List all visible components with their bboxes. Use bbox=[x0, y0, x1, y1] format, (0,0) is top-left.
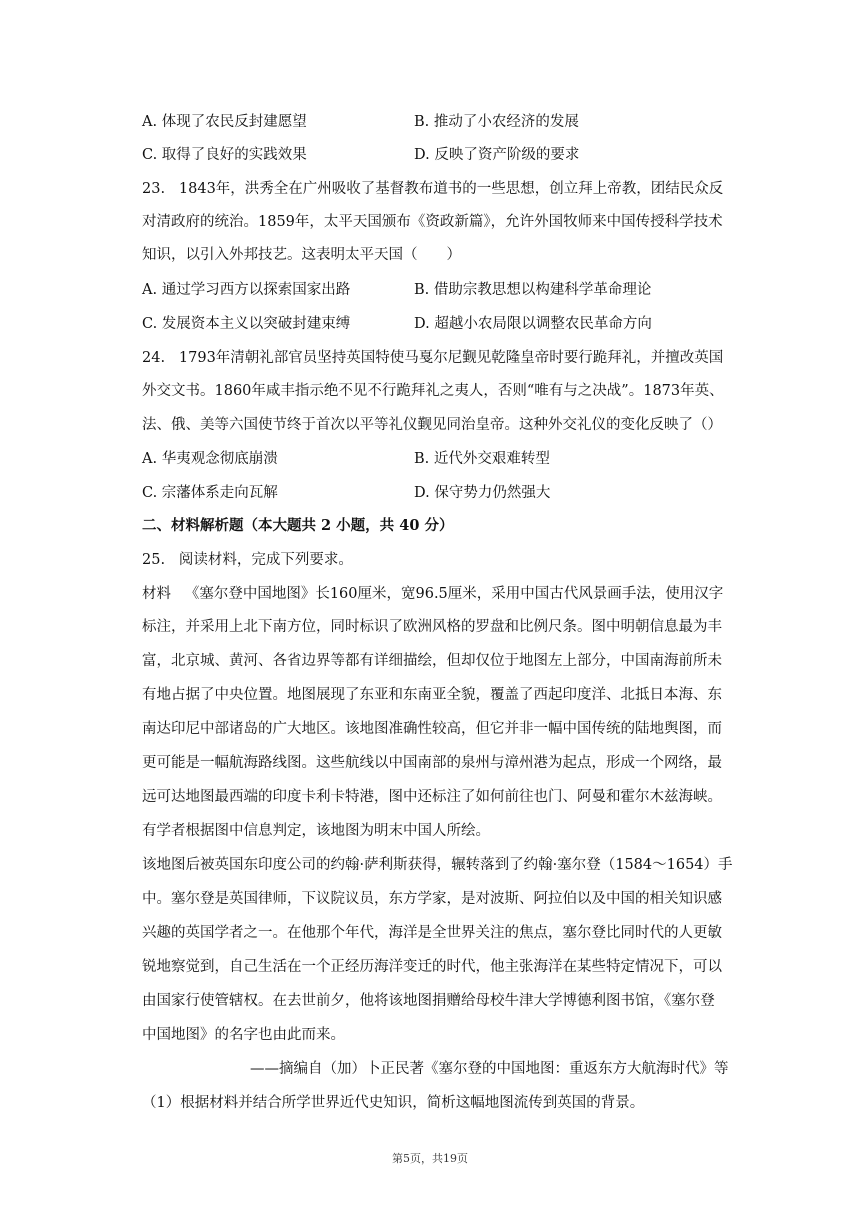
q22-option-a: A. 体现了农民反封建愿望 bbox=[142, 114, 307, 130]
q25-material-line-5: 南达印尼中部诸岛的广大地区。该地图准确性较高，但它并非一幅中国传统的陆地舆图，而 bbox=[142, 721, 722, 737]
q23-stem-line-2: 对清政府的统治。1859年，太平天国颁布《资政新篇》，允许外国牧师来中国传授科学技术 bbox=[142, 214, 723, 230]
q25-material-line-9: 该地图后被英国东印度公司的约翰·萨利斯获得，辗转落到了约翰·塞尔登（1584～1654）手 bbox=[142, 857, 733, 873]
q22-option-c: C. 取得了良好的实践效果 bbox=[142, 147, 307, 163]
q25-question-1: （1）根据材料并结合所学世界近代史知识，简析这幅地图流传到英国的背景。 bbox=[142, 1095, 645, 1111]
q24-option-a: A. 华夷观念彻底崩溃 bbox=[142, 451, 278, 467]
q24-stem-line-2: 外交文书。1860年咸丰指示绝不见不行跪拜礼之夷人，否则“唯有与之决战”。1873年英、 bbox=[142, 383, 724, 399]
page-number-footer: 第5页，共19页 bbox=[392, 1152, 468, 1165]
section-2-title: 二、材料解析题（本大题共 2 小题，共 40 分） bbox=[142, 517, 454, 534]
q25-material-line-13: 由国家行使管辖权。在去世前夕，他将该地图捐赠给母校牛津大学博德利图书馆，《塞尔登 bbox=[142, 993, 715, 1009]
q25-material-line-1: 材料 《塞尔登中国地图》长160厘米，宽96.5厘米，采用中国古代风景画手法，使用汉字 bbox=[142, 586, 724, 602]
q23-stem-line-1: 23. 1843年，洪秀全在广州吸收了基督教布道书的一些思想，创立拜上帝教，团结民众反 bbox=[142, 181, 724, 197]
q25-material-line-14: 中国地图》的名字也由此而来。 bbox=[142, 1027, 345, 1043]
q25-material-line-11: 兴趣的英国学者之一。在他那个年代，海洋是全世界关注的焦点，塞尔登比同时代的人更敏 bbox=[142, 925, 722, 941]
q24-option-d: D. 保守势力仍然强大 bbox=[414, 485, 551, 501]
q25-material-line-2: 标注，并采用上北下南方位，同时标识了欧洲风格的罗盘和比例尺条。图中明朝信息最为丰 bbox=[142, 619, 722, 635]
q23-option-d: D. 超越小农局限以调整农民革命方向 bbox=[414, 316, 652, 332]
q25-material-line-8: 有学者根据图中信息判定，该地图为明末中国人所绘。 bbox=[142, 823, 490, 839]
q25-material-line-4: 有地占据了中央位置。地图展现了东亚和东南亚全貌，覆盖了西起印度洋、北抵日本海、东 bbox=[142, 687, 722, 703]
q25-material-line-3: 富，北京城、黄河、各省边界等都有详细描绘，但却仅位于地图左上部分，中国南海前所未 bbox=[142, 653, 722, 669]
q25-material-line-12: 锐地察觉到，自己生活在一个正经历海洋变迁的时代，他主张海洋在某些特定情况下，可以 bbox=[142, 959, 722, 975]
q23-stem-line-3: 知识，以引入外邦技艺。这表明太平天国（ ） bbox=[142, 247, 461, 263]
q24-stem-line-3: 法、俄、美等六国使节终于首次以平等礼仪觐见同治皇帝。这种外交礼仪的变化反映了（） bbox=[142, 417, 722, 433]
q25-material-line-7: 远可达地图最西端的印度卡利卡特港，图中还标注了如何前往也门、阿曼和霍尔木兹海峡。 bbox=[142, 789, 722, 805]
q22-option-d: D. 反映了资产阶级的要求 bbox=[414, 147, 580, 163]
q23-option-b: B. 借助宗教思想以构建科学革命理论 bbox=[414, 282, 652, 298]
q23-option-c: C. 发展资本主义以突破封建束缚 bbox=[142, 316, 351, 332]
q24-option-c: C. 宗藩体系走向瓦解 bbox=[142, 485, 278, 501]
q24-stem-line-1: 24. 1793年清朝礼部官员坚持英国特使马戛尔尼觐见乾隆皇帝时要行跪拜礼，并擅改英国 bbox=[142, 350, 724, 366]
q25-material-line-6: 更可能是一幅航海路线图。这些航线以中国南部的泉州与漳州港为起点，形成一个网络，最 bbox=[142, 755, 722, 771]
q24-option-b: B. 近代外交艰难转型 bbox=[414, 451, 550, 467]
q25-intro: 25. 阅读材料，完成下列要求。 bbox=[142, 552, 353, 568]
q25-material-line-10: 中。塞尔登是英国律师，下议院议员，东方学家，是对波斯、阿拉伯以及中国的相关知识感 bbox=[142, 891, 722, 907]
q22-option-b: B. 推动了小农经济的发展 bbox=[414, 114, 579, 130]
q25-source-citation: ——摘编自（加）卜正民著《塞尔登的中国地图：重返东方大航海时代》等 bbox=[250, 1061, 729, 1077]
q23-option-a: A. 通过学习西方以探索国家出路 bbox=[142, 282, 351, 298]
